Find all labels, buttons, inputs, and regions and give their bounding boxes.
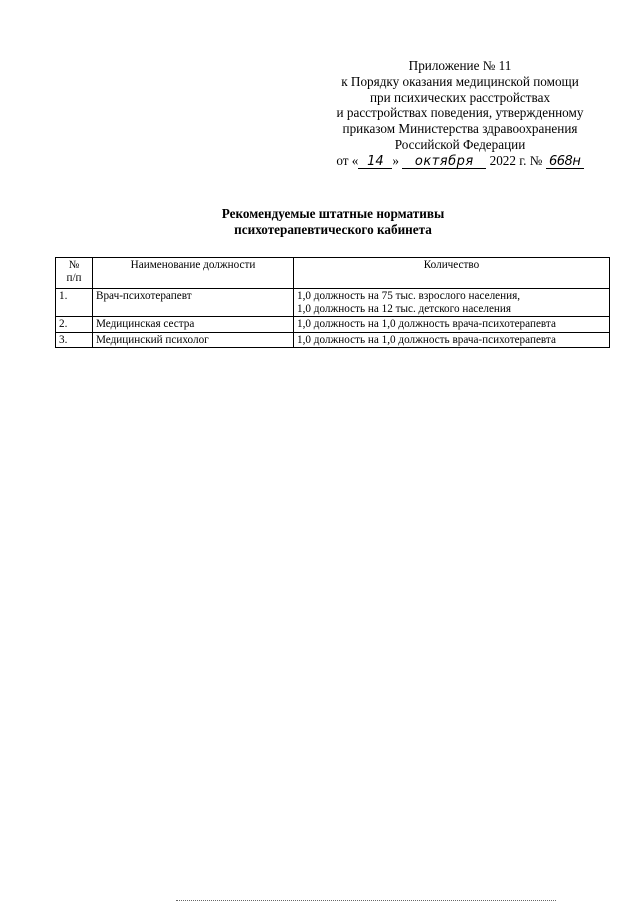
table-row [56,289,610,317]
row-quantity: 1,0 должность на 1,0 должность врача-психотерапевта [294,332,610,348]
scan-edge-mark [176,900,556,904]
row-number: 1. [56,289,93,317]
appendix-line: при психических расстройствах [369,89,551,105]
date-prefix: от « [336,152,359,168]
title-line: Рекомендуемые штатные нормативы [221,206,445,221]
row-position: Медицинский психолог [93,332,294,348]
header-quantity: Количество [294,258,610,289]
quantity-line: 1,0 должность на 75 тыс. взрослого населения, [297,290,521,302]
row-quantity: 1,0 должность на 1,0 должность врача-психотерапевта [294,317,610,333]
table-header-row [56,258,610,289]
title-line: психотерапевтического кабинета [234,221,432,237]
header-position: Наименование должности [93,258,294,289]
row-position: Медицинская сестра [93,317,294,333]
appendix-line: Российской Федерации [394,136,526,152]
handwritten-order-number: 668н [546,155,584,169]
handwritten-day: 14 [358,155,392,169]
date-mid: » [392,152,399,168]
row-quantity [294,289,610,317]
table-row [56,317,610,333]
appendix-line: к Порядку оказания медицинской помощи [341,73,579,89]
appendix-number: Приложение № 11 [408,58,512,73]
page-title [0,206,640,238]
row-position: Врач-психотерапевт [93,289,294,317]
staffing-table [55,257,610,348]
row-number: 3. [56,332,93,348]
handwritten-month: октября [402,155,486,169]
appendix-header [300,58,620,169]
header-number-abbr: п/п [66,271,82,284]
quantity-line: 1,0 должность на 12 тыс. детского населения [297,302,512,315]
row-number: 2. [56,317,93,333]
order-date-line [300,153,620,169]
header-number-sign: № [68,259,80,271]
appendix-line: приказом Министерства здравоохранения [342,121,578,137]
year-text: 2022 г. № [489,152,543,168]
table-row [56,332,610,348]
appendix-line: и расстройствах поведения, утвержденному [336,105,584,121]
header-number [56,258,93,289]
